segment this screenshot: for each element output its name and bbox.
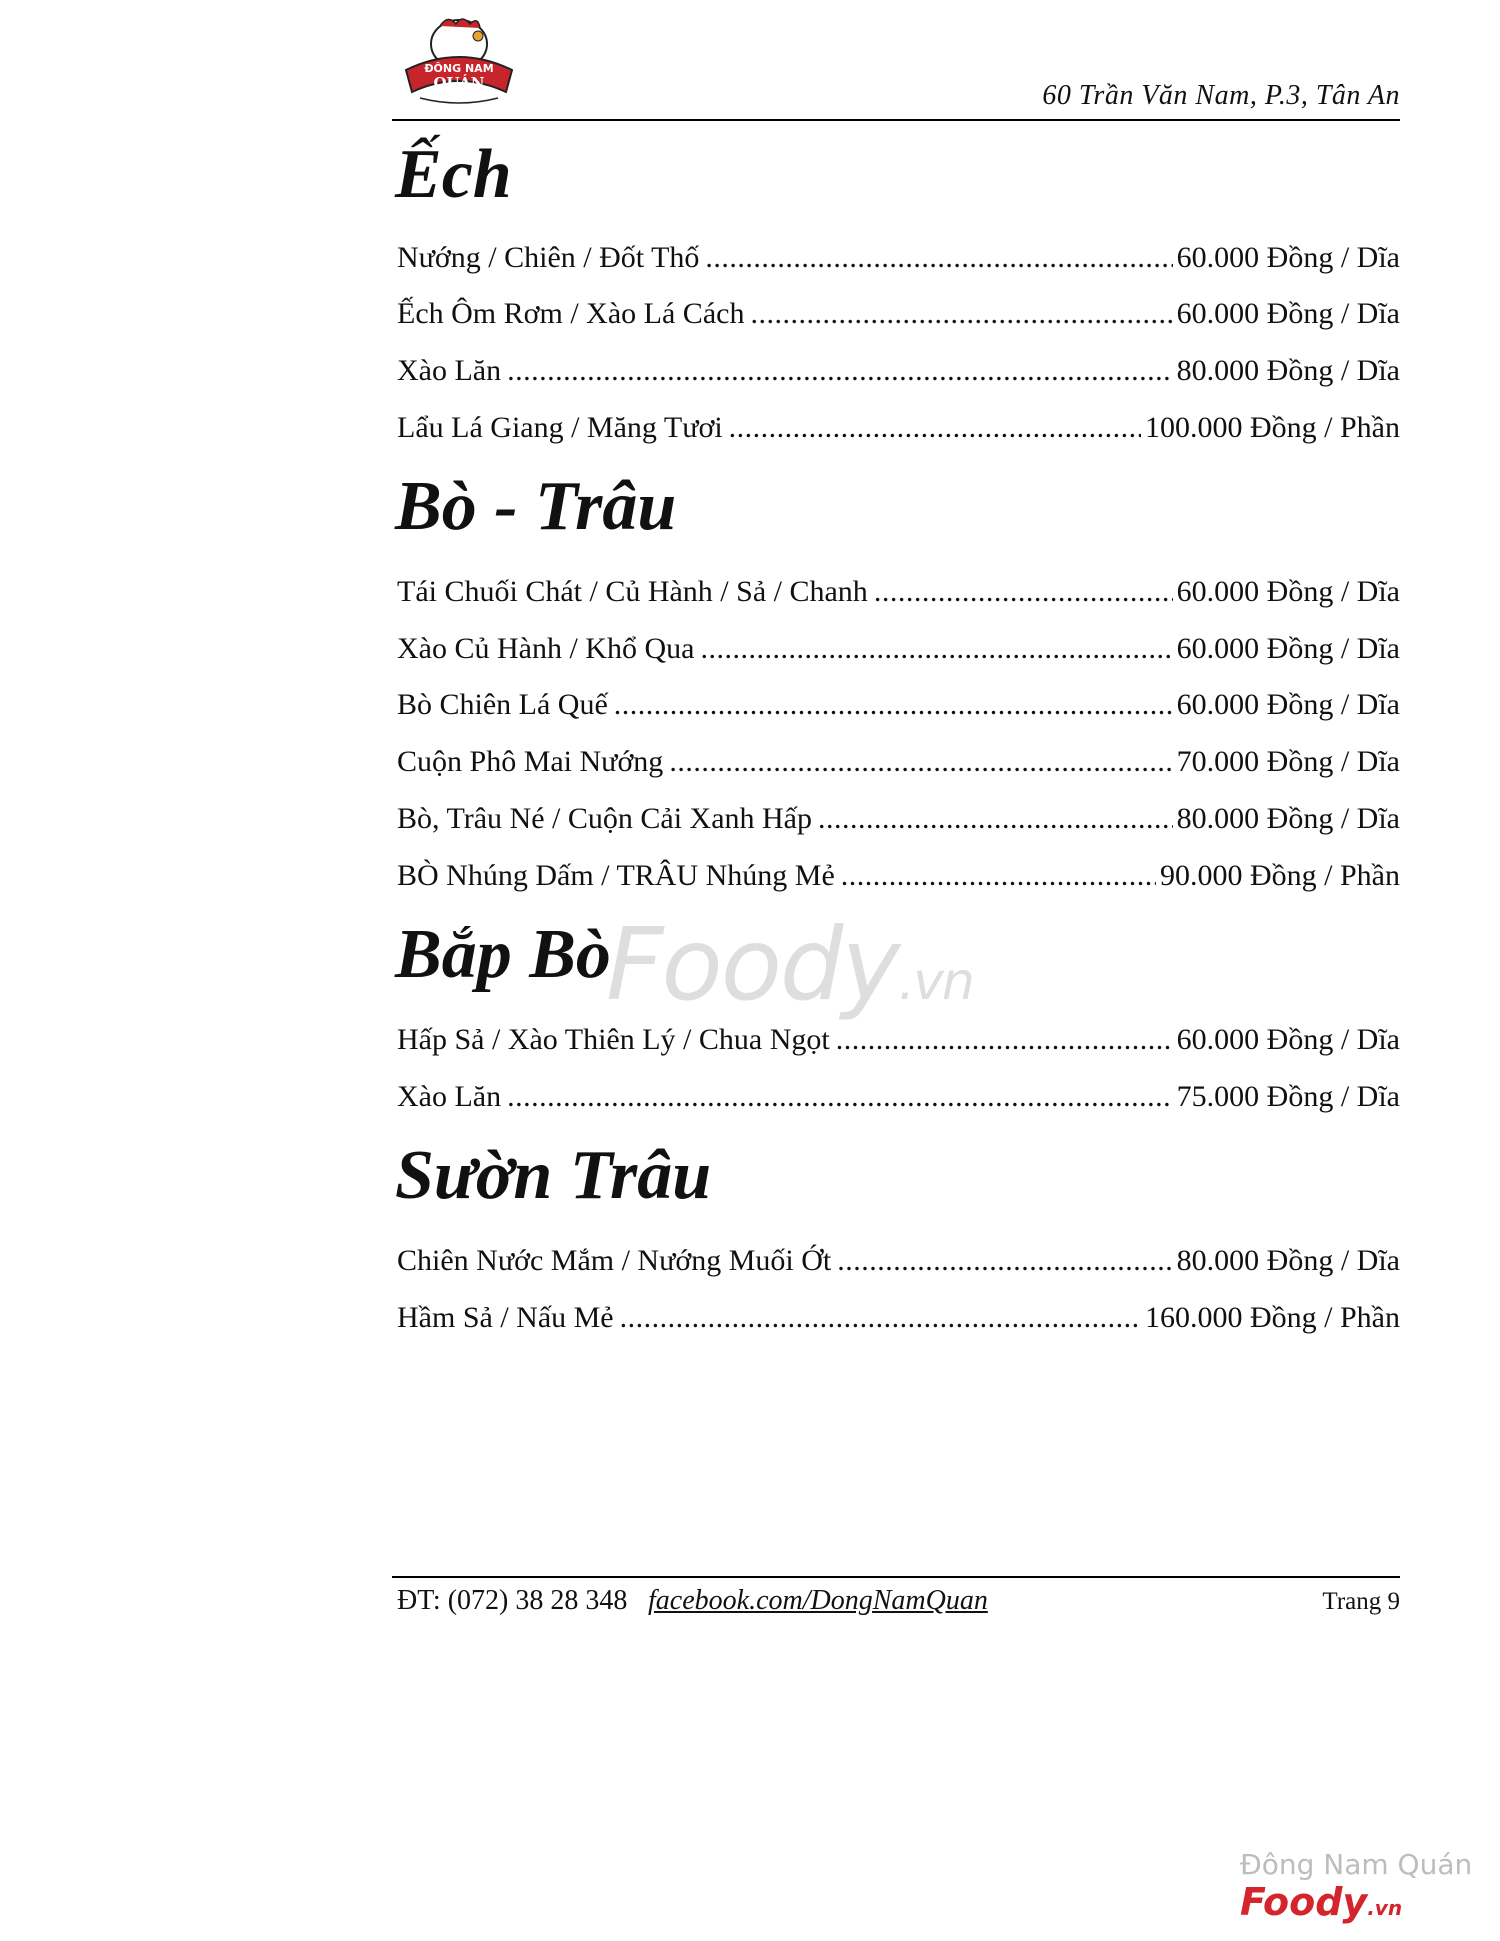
item-name: Xào Củ Hành / Khổ Qua — [397, 632, 695, 665]
facebook-link[interactable]: facebook.com/DongNamQuan — [648, 1585, 988, 1616]
item-price: 80.000 Đồng / Dĩa — [1176, 354, 1400, 387]
item-name: Bò, Trâu Né / Cuộn Cải Xanh Hấp — [397, 802, 812, 835]
logo-text-top: ĐÔNG NAM — [424, 62, 494, 75]
menu-item — [397, 403, 1400, 443]
section-title-suon-trau: Sườn Trâu — [395, 1137, 712, 1214]
dot-leader — [507, 356, 1173, 386]
menu-item — [397, 680, 1400, 720]
menu-item — [397, 1236, 1400, 1276]
dot-leader — [750, 299, 1172, 329]
corner-brand-suffix: .vn — [1367, 1896, 1403, 1920]
corner-restaurant-name: Đông Nam Quán — [1240, 1848, 1473, 1881]
item-price: 90.000 Đồng / Phần — [1160, 859, 1400, 892]
item-price: 160.000 Đồng / Phần — [1145, 1301, 1400, 1334]
dot-leader — [705, 243, 1172, 273]
dot-leader — [836, 1025, 1173, 1055]
item-price: 80.000 Đồng / Dĩa — [1176, 1244, 1400, 1277]
menu-item — [397, 851, 1400, 891]
header-divider — [392, 119, 1400, 121]
item-name: Bò Chiên Lá Quế — [397, 688, 608, 721]
item-name: Xào Lăn — [397, 1080, 502, 1113]
item-name: Tái Chuối Chát / Củ Hành / Sả / Chanh — [397, 575, 868, 608]
item-name: Nướng / Chiên / Đốt Thố — [397, 241, 700, 274]
item-name: Xào Lăn — [397, 354, 502, 387]
dot-leader — [818, 804, 1173, 834]
item-price: 100.000 Đồng / Phần — [1145, 411, 1400, 444]
item-price: 75.000 Đồng / Dĩa — [1176, 1080, 1400, 1113]
item-name: Cuộn Phô Mai Nướng — [397, 745, 664, 778]
item-name: BÒ Nhúng Dấm / TRÂU Nhúng Mẻ — [397, 859, 835, 892]
dot-leader — [874, 577, 1173, 607]
corner-brand-main: Foody — [1240, 1880, 1368, 1924]
item-price: 60.000 Đồng / Dĩa — [1176, 1023, 1400, 1056]
header-address: 60 Trần Văn Nam, P.3, Tân An — [1042, 80, 1400, 111]
logo-text-main: QUÁN — [433, 74, 485, 92]
menu-item — [397, 567, 1400, 607]
page-number: Trang 9 — [1322, 1588, 1400, 1615]
item-price: 70.000 Đồng / Dĩa — [1176, 745, 1400, 778]
dot-leader — [837, 1246, 1172, 1276]
menu-item — [397, 1293, 1400, 1333]
item-name: Lẩu Lá Giang / Măng Tươi — [397, 411, 723, 444]
item-price: 60.000 Đồng / Dĩa — [1176, 632, 1400, 665]
footer-divider — [392, 1576, 1400, 1578]
menu-item — [397, 346, 1400, 386]
item-name: Chiên Nước Mắm / Nướng Muối Ớt — [397, 1244, 832, 1277]
item-price: 80.000 Đồng / Dĩa — [1176, 802, 1400, 835]
item-price: 60.000 Đồng / Dĩa — [1176, 575, 1400, 608]
dot-leader — [620, 1303, 1141, 1333]
dong-nam-quan-logo — [400, 14, 518, 110]
item-price: 60.000 Đồng / Dĩa — [1176, 241, 1400, 274]
watermark-main: Foody — [606, 906, 899, 1023]
item-price: 60.000 Đồng / Dĩa — [1176, 688, 1400, 721]
menu-item — [397, 624, 1400, 664]
corner-foody-brand — [1240, 1880, 1402, 1924]
section-title-bo-trau: Bò - Trâu — [395, 468, 677, 545]
menu-item — [397, 794, 1400, 834]
menu-item — [397, 737, 1400, 777]
watermark-suffix: .vn — [898, 952, 973, 1012]
dot-leader — [669, 747, 1172, 777]
item-name: Hầm Sả / Nấu Mẻ — [397, 1301, 614, 1334]
dot-leader — [729, 413, 1141, 443]
section-title-bap-bo: Bắp Bò — [395, 916, 611, 993]
footer-phone: ĐT: (072) 38 28 348 — [397, 1585, 628, 1616]
menu-item — [397, 233, 1400, 273]
menu-item — [397, 1072, 1400, 1112]
dot-leader — [507, 1082, 1173, 1112]
item-name: Hấp Sả / Xào Thiên Lý / Chua Ngọt — [397, 1023, 830, 1056]
menu-item — [397, 289, 1400, 329]
item-name: Ếch Ôm Rơm / Xào Lá Cách — [397, 297, 745, 330]
foody-watermark — [606, 906, 973, 1023]
dot-leader — [841, 861, 1156, 891]
section-title-ech: Ếch — [395, 136, 512, 213]
dot-leader — [700, 634, 1172, 664]
item-price: 60.000 Đồng / Dĩa — [1176, 297, 1400, 330]
dot-leader — [614, 690, 1173, 720]
